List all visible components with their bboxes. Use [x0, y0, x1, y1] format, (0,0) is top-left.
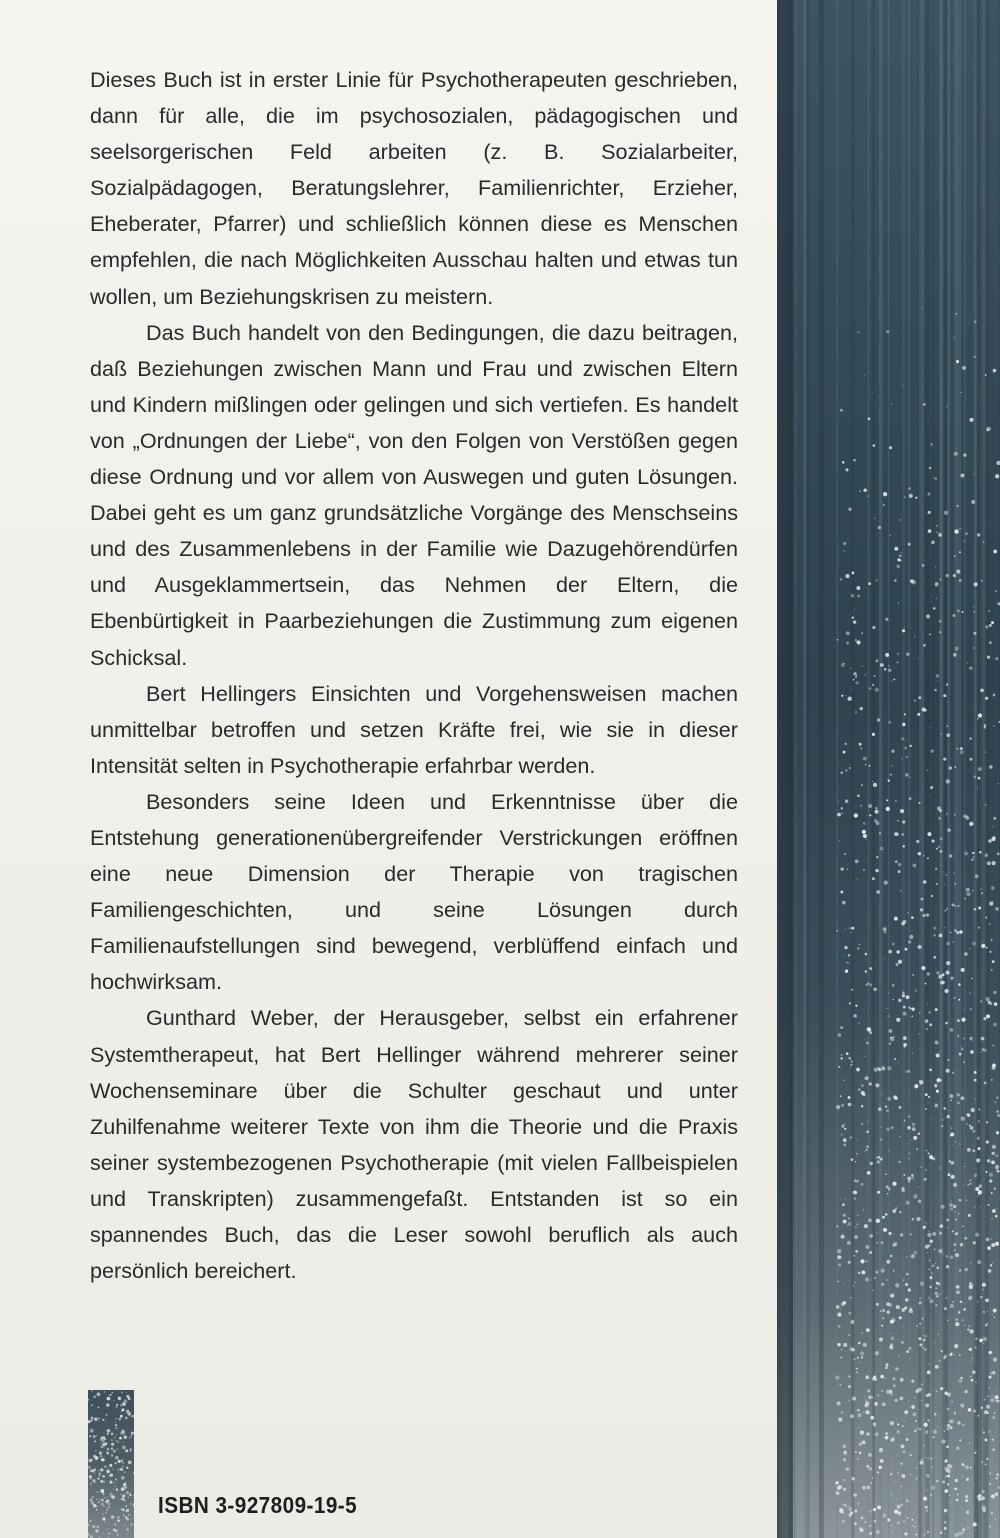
blurb-paragraph-5: Gunthard Weber, der Herausgeber, selbst ein erfahrener Systemtherapeut, hat Bert Hellinger während mehrerer seiner Wochenseminare über die Schulter geschaut und unter Zuhilfenahme weiterer Texte von ihm die Theorie und die Praxis seiner systembezogenen Psychotherapie (mit vielen Fallbeispielen und Transkripten) zusammengefaßt. Entstanden ist so ein spannendes Buch, das die Leser sowohl beruflich als auch persönlich bereichert.: [90, 1005, 738, 1284]
isbn-number: ISBN 3-927809-19-5: [158, 1492, 358, 1518]
blurb-paragraph-1: Dieses Buch ist in erster Linie für Psychotherapeuten geschrieben, dann für alle, die im psychosozialen, pädagogischen und seelsorgerischen Feld arbeiten (z. B. Sozialarbeiter, Sozialpädagogen, Beratungslehrer, Familienrichter, Erzieher, Eheberater, Pfarrer) und schließlich können diese es Menschen empfehlen, die nach Möglichkeiten Ausschau halten und etwas tun wollen, um Beziehungskrisen zu meistern.: [90, 67, 738, 309]
blurb-text: [90, 62, 738, 1289]
isbn-decorative-block: [88, 1390, 134, 1538]
blurb-paragraph-3: Bert Hellingers Einsichten und Vorgehensweisen machen unmittelbar betroffen und setzen Kräfte frei, wie sie in dieser Intensität selten in Psychotherapie erfahrbar werden.: [90, 680, 738, 778]
isbn-block-texture: [88, 1390, 134, 1538]
blurb-paragraph-2: Das Buch handelt von den Bedingungen, die dazu beitragen, daß Beziehungen zwischen Mann und Frau und zwischen Eltern und Kindern mißlingen oder gelingen und sich vertiefen. Es handelt von „Ordnungen der Liebe“, von den Folgen von Verstößen gegen diese Ordnung und vor allem von Auswegen und guten Lösungen. Dabei geht es um ganz grundsätzliche Vorgänge des Menschseins und des Zusammenlebens in der Familie wie Dazugehörendürfen und Ausgeklammertsein, das Nehmen der Eltern, die Ebenbürtigkeit in Paarbeziehungen die Zustimmung zum eigenen Schicksal.: [90, 319, 738, 670]
strip-texture: [777, 0, 1000, 1538]
decorative-textured-strip: [777, 0, 1000, 1538]
blurb-paragraph-4: Besonders seine Ideen und Erkenntnisse über die Entstehung generationenübergreifender Verstrickungen eröffnen eine neue Dimension der Therapie von tragischen Familiengeschichten, und seine Lösungen durch Familienaufstellungen sind bewegend, verblüffend einfach und hochwirksam.: [90, 788, 738, 995]
